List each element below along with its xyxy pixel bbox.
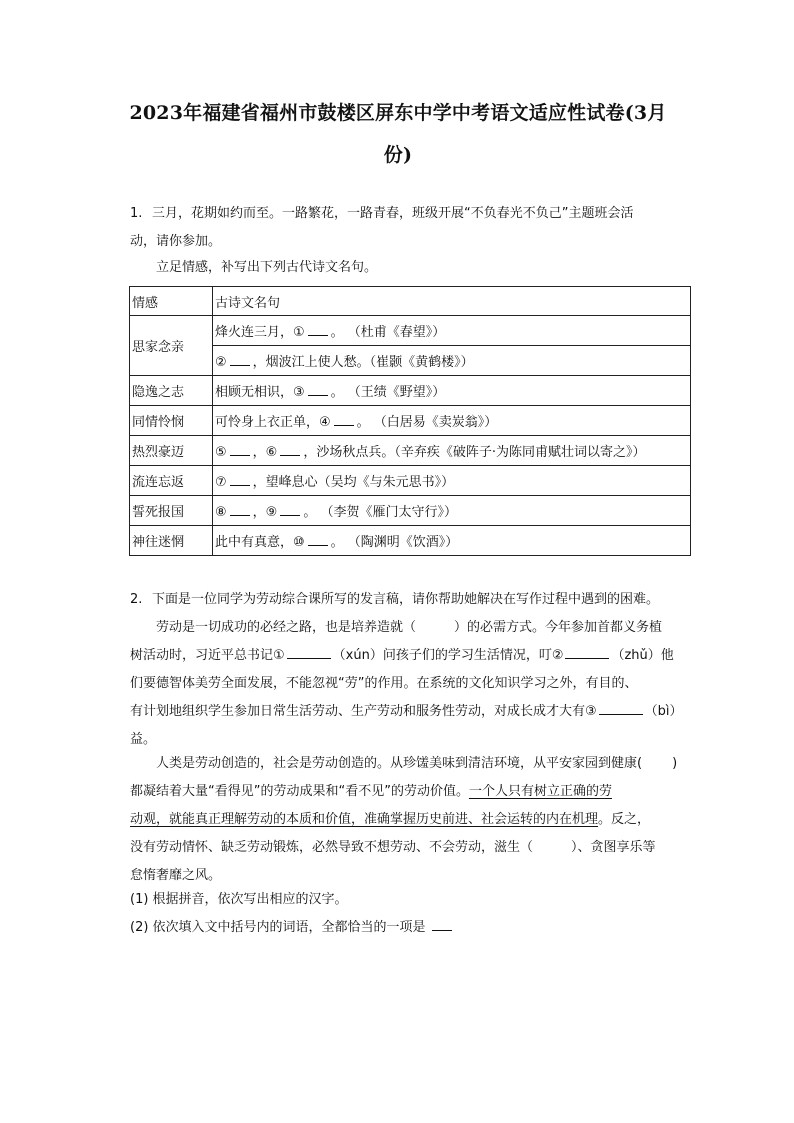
- pinyin-blank-1[interactable]: [287, 646, 331, 659]
- question-2-number: 2.: [130, 592, 143, 607]
- table-cell-verse: ⑧ ，⑨ 。 （李贺《雁门太守行》）: [213, 496, 691, 526]
- table-cell-emotion: 隐逸之志: [130, 376, 213, 406]
- table-row: [130, 316, 691, 346]
- title-line-2: 份): [383, 144, 413, 166]
- underlined-sentence: 动观，就能真正理解劳动的本质和价值，准确掌握历史前进、社会运转的内在机理: [130, 812, 599, 827]
- fill-blank[interactable]: [308, 323, 328, 336]
- table-cell-verse: 可怜身上衣正单，④ 。 （白居易《卖炭翁》）: [213, 406, 691, 436]
- question-2-intro: 2. 下面是一位同学为劳动综合课所写的发言稿，请你帮助她解决在写作过程中遇到的困难。: [130, 586, 710, 614]
- fill-blank[interactable]: [230, 353, 250, 366]
- question-2-paragraph-2: 人类是劳动创造的，社会是劳动创造的。从珍馐美味到清洁环境，从平安家园到健康( ) 都凝结着大量“看得见”的劳动成果和“看不见”的劳动价值。一个人只有树立正确的劳 动观，就能真正理解劳动的本质和价值，准确掌握历史前进、社会运转的内在机理。反之， 没有劳动情怀、缺乏劳动锻炼，必然导致不想劳动、不会劳动，滋生（ ）、贪图享乐等 怠惰奢靡之风。: [130, 756, 678, 883]
- question-1-instruction: 立足情感，补写出下列古代诗文名句。: [156, 260, 378, 275]
- table-cell-verse: 相顾无相识，③ 。 （王绩《野望》）: [213, 376, 691, 406]
- table-cell-verse: ⑦ ，望峰息心（吴均《与朱元思书》）: [213, 466, 691, 496]
- table-cell-emotion: 流连忘返: [130, 466, 213, 496]
- table-header-row: [130, 287, 691, 316]
- table-cell-emotion: 热烈豪迈: [130, 436, 213, 466]
- table-cell-verse: ② ，烟波江上使人愁。（崔颢《黄鹤楼》）: [213, 346, 691, 376]
- table-row: [130, 376, 691, 406]
- title-line-1: 2023年福建省福州市鼓楼区屏东中学中考语文适应性试卷(3月: [129, 102, 667, 124]
- fill-blank[interactable]: [230, 473, 250, 486]
- table-header-verse: 古诗文名句: [213, 287, 691, 316]
- table-row: [130, 496, 691, 526]
- fill-blank[interactable]: [334, 413, 354, 426]
- question-1-text: [130, 200, 696, 256]
- table-header-emotion: 情感: [130, 287, 213, 316]
- fill-blank[interactable]: [230, 503, 250, 516]
- sub-question-2: (2) 依次填入文中括号内的词语，全都恰当的一项是: [130, 914, 696, 942]
- table-row: [130, 346, 691, 376]
- table-cell-verse: 此中有真意，⑩ 。 （陶渊明《饮酒》）: [213, 526, 691, 556]
- table-row: [130, 526, 691, 556]
- table-row: [130, 436, 691, 466]
- question-1-line-1: 三月，花期如约而至。一路繁花，一路青春，班级开展“不负春光不负己”主题班会活: [152, 206, 634, 221]
- fill-blank[interactable]: [280, 443, 300, 456]
- fill-blank[interactable]: [280, 503, 300, 516]
- fill-blank[interactable]: [308, 383, 328, 396]
- question-1-line-2: 动，请你参加。: [130, 234, 222, 249]
- pinyin-blank-3[interactable]: [599, 702, 643, 715]
- poetry-table: [129, 286, 691, 556]
- table-row: [130, 406, 691, 436]
- pinyin-blank-2[interactable]: [565, 646, 609, 659]
- answer-blank[interactable]: [432, 918, 452, 931]
- table-cell-verse: ⑤ ，⑥ ，沙场秋点兵。（辛弃疾《破阵子·为陈同甫赋壮词以寄之》）: [213, 436, 691, 466]
- table-cell-emotion: 神往迷惘: [130, 526, 213, 556]
- table-cell-emotion: 同情怜悯: [130, 406, 213, 436]
- fill-blank[interactable]: [308, 533, 328, 546]
- table-cell-verse: 烽火连三月，① 。 （杜甫《春望》）: [213, 316, 691, 346]
- table-cell-emotion: 思家念亲: [130, 316, 213, 376]
- question-1-number: 1.: [130, 206, 143, 221]
- table-row: [130, 466, 691, 496]
- question-2-paragraph-1: 劳动是一切成功的必经之路，也是培养造就（ ）的必需方式。今年参加首都义务植 树活动时，习近平总书记① （xún）问孩子们的学习生活情况，叮② （zhǔ）他 们要德智体美劳全面发展，不能忽视“劳”的作用。在系统的文化知识学习之外，有目的、 有计划地组织学生参加日常生活劳动、生产劳动和服务性劳动，对成长成才大有③ （bì） 益。: [130, 620, 683, 747]
- underlined-sentence: 一个人只有树立正确的劳: [468, 784, 612, 799]
- table-cell-emotion: 誓死报国: [130, 496, 213, 526]
- page-title: [96, 92, 700, 176]
- fill-blank[interactable]: [230, 443, 250, 456]
- sub-question-1: (1) 根据拼音，依次写出相应的汉字。: [130, 892, 348, 907]
